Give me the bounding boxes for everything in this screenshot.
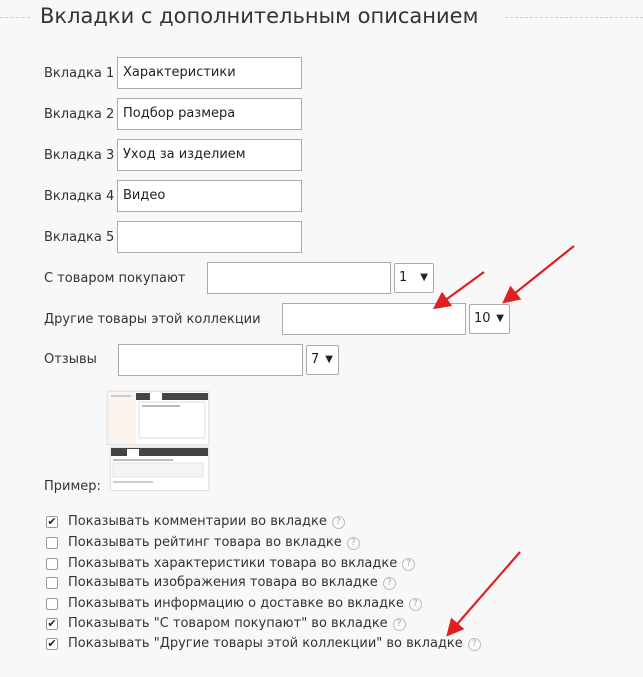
help-icon[interactable]: ? [347, 537, 360, 550]
example-thumbnail-1[interactable] [107, 391, 209, 445]
preview-2-panel [113, 463, 203, 477]
reviews-label: Отзывы [44, 352, 97, 367]
title-divider-left [0, 17, 30, 18]
help-icon[interactable]: ? [332, 516, 345, 529]
tab-1-label: Вкладка 1 [44, 66, 115, 81]
tab-3-input[interactable]: Уход за изделием [117, 139, 302, 171]
related-label: С товаром покупают [44, 271, 186, 286]
checkbox-comments[interactable]: ✔ [47, 515, 57, 528]
preview-2-line-1 [113, 459, 173, 461]
tab-4-input[interactable]: Видео [117, 180, 302, 212]
checkbox-rating[interactable] [46, 537, 58, 549]
collection-input[interactable] [282, 303, 466, 335]
checkbox-delivery-label: Показывать информацию о доставке во вкладке [68, 596, 404, 611]
example-label: Пример: [44, 479, 101, 494]
collection-count-select[interactable] [469, 304, 510, 334]
collection-count-value: 10 [474, 311, 491, 326]
preview-1-tabbar [136, 393, 208, 400]
tab-5-input[interactable] [117, 221, 302, 253]
help-icon[interactable]: ? [383, 577, 396, 590]
checkbox-rating-label: Показывать рейтинг товара во вкладке [68, 535, 342, 550]
tab-5-label: Вкладка 5 [44, 230, 115, 245]
preview-1-panel [139, 402, 205, 438]
preview-1-line [142, 405, 180, 407]
reviews-count-select[interactable] [306, 345, 339, 375]
annotation-arrow-collection-input [440, 272, 484, 304]
title-divider-right [505, 17, 643, 18]
chevron-down-icon: ▼ [420, 272, 428, 283]
checkbox-related-label: Показывать "С товаром покупают" во вкладке [68, 616, 388, 631]
checkbox-collection[interactable]: ✔ [47, 637, 57, 650]
checkbox-comments-label: Показывать комментарии во вкладке [68, 514, 327, 529]
collection-label: Другие товары этой коллекции [44, 312, 261, 327]
checkbox-collection-label: Показывать "Другие товары этой коллекции" во вкладке [68, 636, 463, 651]
tab-4-label: Вкладка 4 [44, 189, 115, 204]
help-icon[interactable]: ? [402, 558, 415, 571]
tab-2-label: Вкладка 2 [44, 107, 115, 122]
preview-2-tabbar [111, 448, 208, 456]
tab-3-label: Вкладка 3 [44, 148, 115, 163]
reviews-input[interactable] [118, 344, 303, 376]
tab-2-input[interactable]: Подбор размера [117, 98, 302, 130]
help-icon[interactable]: ? [393, 618, 406, 631]
preview-1-active-tab [150, 393, 162, 400]
checkbox-delivery[interactable] [46, 598, 58, 610]
chevron-down-icon: ▼ [496, 313, 504, 324]
help-icon[interactable]: ? [409, 598, 422, 611]
preview-2-active-tab [127, 449, 139, 456]
section-title: Вкладки с дополнительным описанием [40, 4, 479, 28]
reviews-count-value: 7 [311, 352, 320, 367]
example-preview-1 [108, 392, 208, 444]
checkbox-related[interactable]: ✔ [47, 617, 57, 630]
example-preview-2 [111, 448, 208, 490]
preview-1-side-line [111, 395, 131, 397]
checkbox-images[interactable] [46, 577, 58, 589]
checkbox-characteristics[interactable] [46, 558, 58, 570]
help-icon[interactable]: ? [468, 638, 481, 651]
related-input[interactable] [207, 262, 391, 294]
checkbox-characteristics-label: Показывать характеристики товара во вкладке [68, 556, 398, 571]
related-count-value: 1 [399, 270, 408, 285]
related-count-select[interactable] [394, 263, 434, 293]
preview-1-side [108, 392, 136, 444]
example-thumbnail-2[interactable] [110, 447, 209, 491]
tab-1-input[interactable]: Характеристики [117, 57, 302, 89]
checkbox-images-label: Показывать изображения товара во вкладке [68, 575, 378, 590]
annotation-arrow-collection-checkbox [452, 552, 520, 630]
chevron-down-icon: ▼ [325, 354, 333, 365]
preview-2-line-2 [113, 481, 153, 483]
annotation-arrow-collection-count [509, 246, 574, 298]
